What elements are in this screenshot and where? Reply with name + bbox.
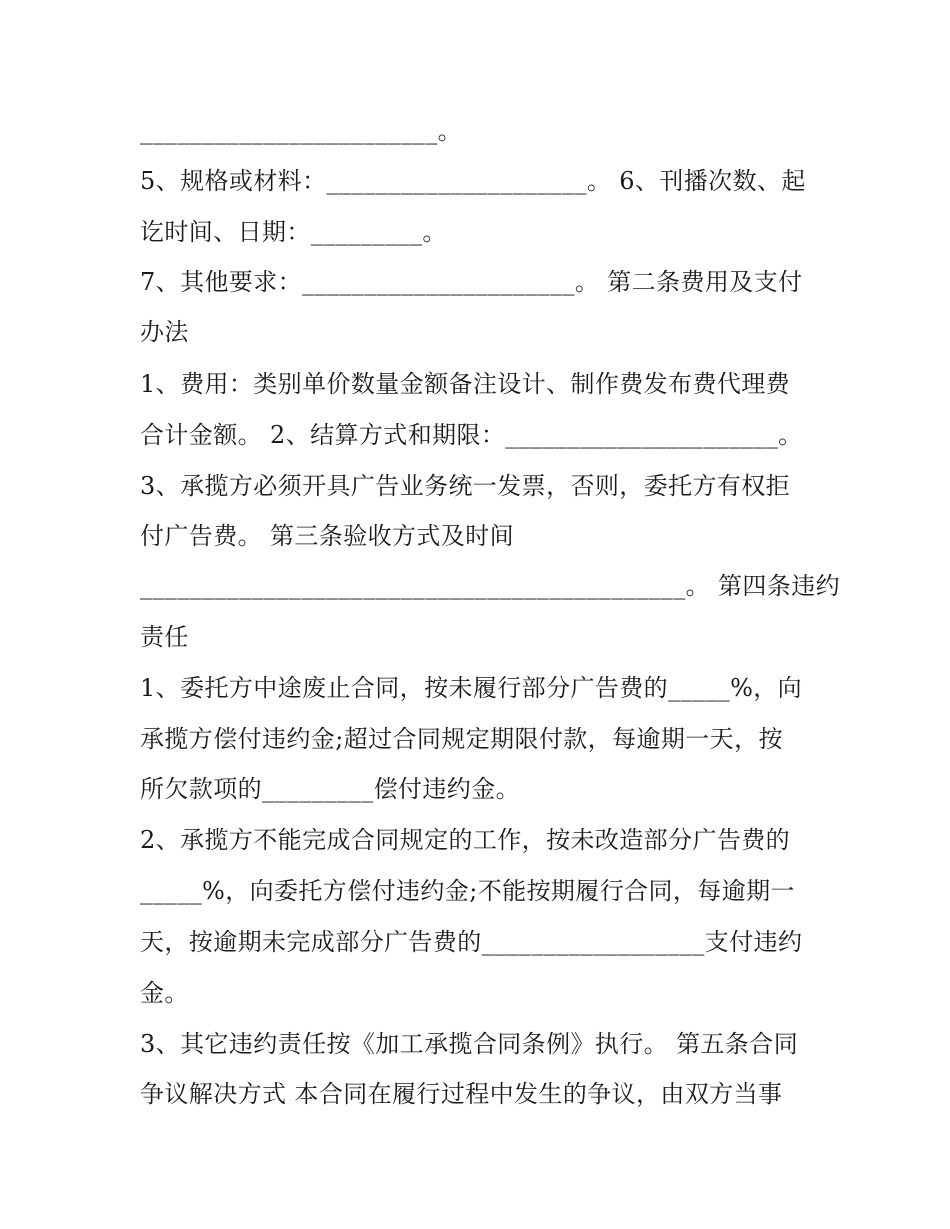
text-line: ____________________________________________。 第四条违约	[140, 572, 841, 600]
text-line: 金。	[140, 979, 189, 1007]
text-line: 责任	[140, 623, 189, 651]
text-line: 付广告费。 第三条验收方式及时间	[140, 522, 515, 550]
text-line: 讫时间、日期：_________。	[140, 218, 447, 246]
text-line: 2、承揽方不能完成合同规定的工作，按未改造部分广告费的	[140, 826, 791, 854]
text-line: ________________________。	[140, 117, 462, 145]
text-line: 承揽方偿付违约金;超过合同规定期限付款，每逾期一天，按	[140, 725, 783, 753]
text-line: 5、规格或材料：_____________________。 6、刊播次数、起	[140, 167, 806, 195]
text-line: 争议解决方式 本合同在履行过程中发生的争议，由双方当事	[140, 1080, 783, 1108]
text-line: 7、其他要求：______________________。 第二条费用及支付	[140, 268, 803, 296]
text-line: 所欠款项的_________偿付违约金。	[140, 775, 520, 803]
text-line: 1、费用：类别单价数量金额备注设计、制作费发布费代理费	[140, 370, 791, 398]
text-line: 1、委托方中途废止合同，按未履行部分广告费的_____%，向	[140, 674, 803, 702]
text-line: 办法	[140, 318, 189, 346]
text-line: 3、承揽方必须开具广告业务统一发票，否则，委托方有权拒	[140, 472, 791, 500]
text-line: 3、其它违约责任按《加工承揽合同条例》执行。 第五条合同	[140, 1030, 799, 1058]
text-line: 天，按逾期未完成部分广告费的__________________支付违约	[140, 928, 803, 956]
text-line: _____%，向委托方偿付违约金;不能按期履行合同，每逾期一	[140, 877, 795, 905]
text-line: 合计金额。 2、结算方式和期限：______________________。	[140, 421, 803, 449]
